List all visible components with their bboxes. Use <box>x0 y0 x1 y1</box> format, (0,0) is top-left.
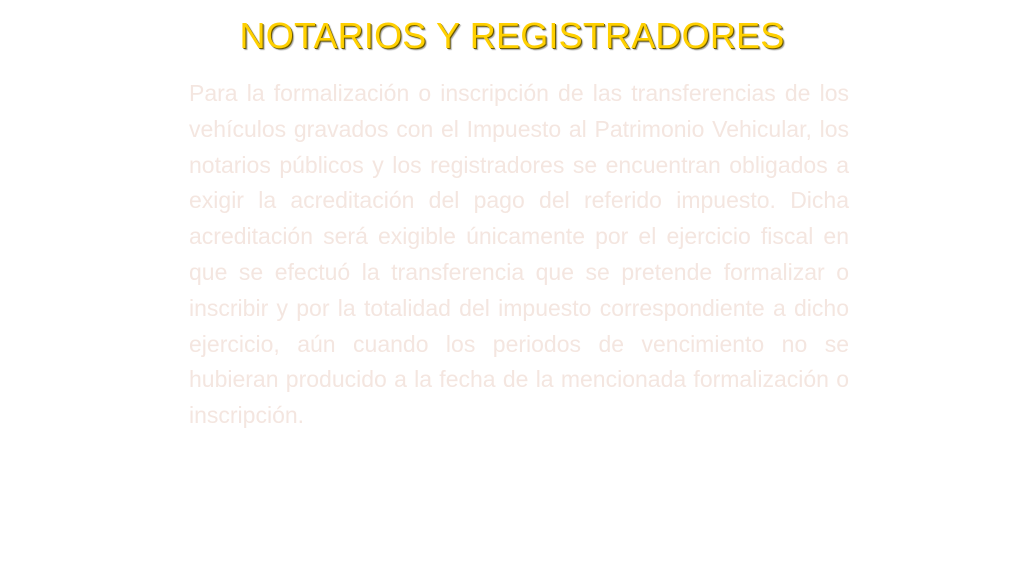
slide-body-text: Para la formalización o inscripción de las transferencias de los vehículos gravados con el Impuesto al Patrimonio Vehicular, los notarios públicos y los registradores se encuentran obligados a exigir la acreditación del pago del referido impuesto. Dicha acreditación será exigible únicamente por el ejercicio fiscal en que se efectuó la transferencia que se pretende formalizar o inscribir y por la totalidad del impuesto correspondiente a dicho ejercicio, aún cuando los periodos de vencimiento no se hubieran producido a la fecha de la mencionada formalización o inscripción. <box>189 80 849 429</box>
slide-title: NOTARIOS Y REGISTRADORES <box>239 15 785 56</box>
